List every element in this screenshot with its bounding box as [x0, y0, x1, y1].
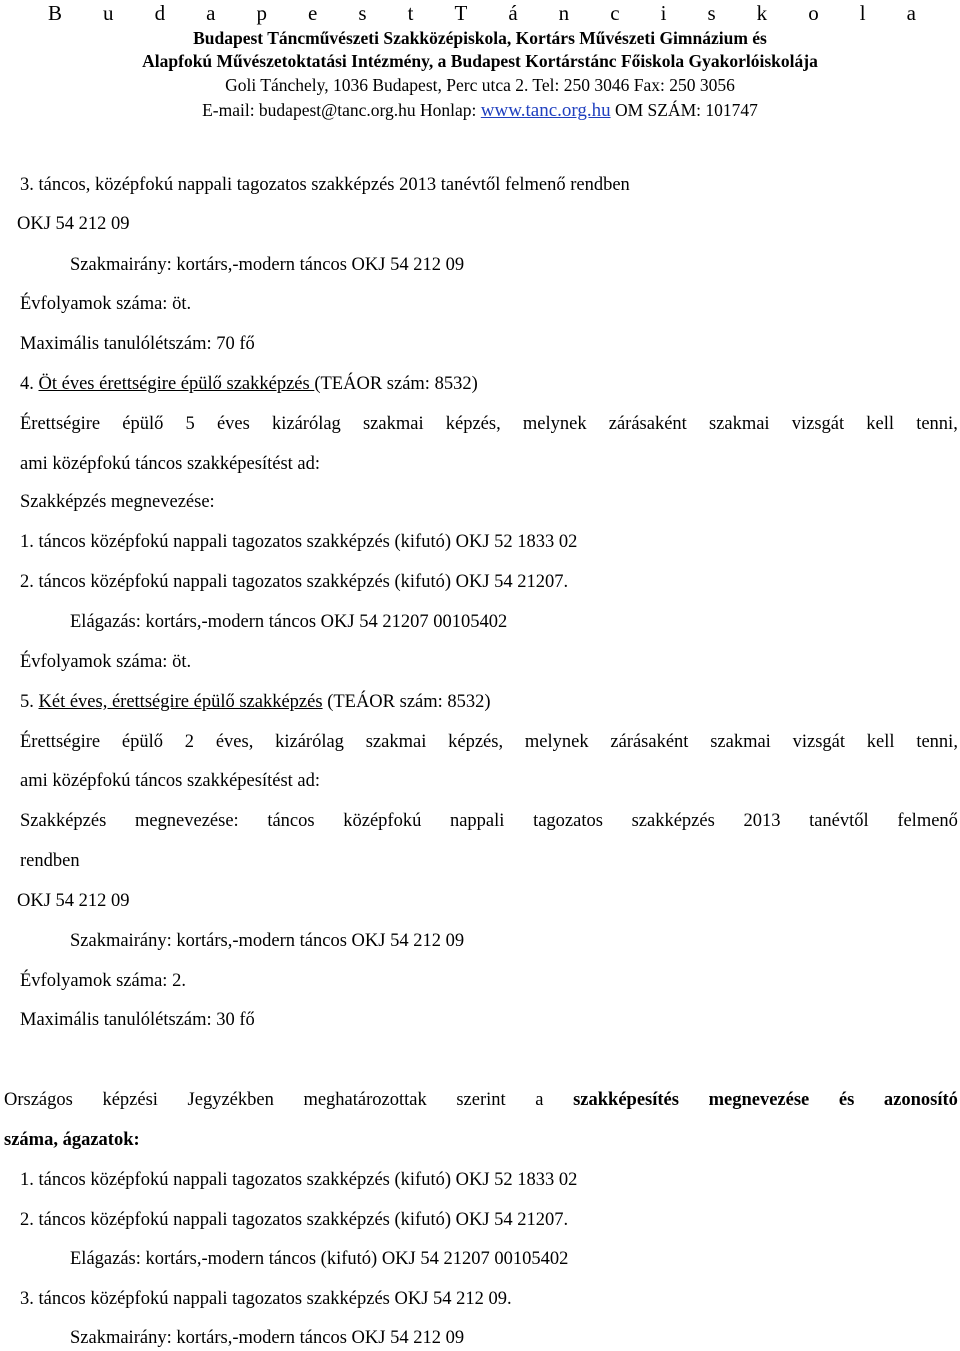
school-name-letter: k [756, 1, 768, 25]
school-name-letter: s [707, 1, 716, 25]
sec5-description-word: kizárólag [275, 732, 344, 752]
okj-intro-bold-word: azonosító [883, 1090, 958, 1110]
sec5-megnevezes-word: táncos [267, 811, 315, 831]
sec4-description-word: 5 [185, 414, 195, 434]
okj-intro-word: Jegyzékben [187, 1090, 274, 1110]
sec5-okj: OKJ 54 212 09 [17, 891, 130, 911]
okj-item-1: 1. táncos középfokú nappali tagozatos szakképzés (kifutó) OKJ 52 1833 02 [20, 1170, 578, 1190]
sec5-max: Maximális tanulólétszám: 30 fő [20, 1010, 255, 1030]
header-line-2: Alapfokú Művészetoktatási Intézmény, a Budapest Kortárstánc Főiskola Gyakorlóiskolája [142, 51, 818, 71]
sec5-megnevezes-word: tanévtől [809, 811, 869, 831]
sec5-description-word: kell [866, 732, 895, 752]
sec5-description-word: 2 [184, 732, 195, 752]
sec4-description-word: képzés, [445, 414, 501, 434]
email-text: E-mail: budapest@tanc.org.hu Honlap: [202, 100, 481, 120]
okj-intro-bold-word: és [838, 1090, 855, 1110]
header-line-1: Budapest Táncművészeti Szakközépiskola, Kortárs Művészeti Gimnázium és [193, 28, 767, 48]
sec5-description-word: képzés, [448, 732, 504, 752]
sec4-description-word: zárásaként [608, 414, 687, 434]
sec5-description-word: éves, [215, 732, 254, 752]
sec5-megnevezes-word: középfokú [343, 811, 422, 831]
header-contact [0, 98, 960, 123]
sec5-megnevezes-word: megnevezése: [134, 811, 239, 831]
sec5-description-word: vizsgát [792, 732, 846, 752]
sec5-megnevezes-word: felmenő [897, 811, 958, 831]
sec5-megnevezes-word: tagozatos [533, 811, 603, 831]
okj-intro-bold-word: szakképesítés [573, 1090, 679, 1110]
school-name-letter: o [808, 1, 819, 25]
sec5-description-word: zárásaként [610, 732, 689, 752]
okj-intro-end: száma, ágazatok: [4, 1130, 140, 1150]
sec5-number: 5. [20, 692, 39, 712]
okj-intro-word: Országos [4, 1090, 73, 1110]
header-address: Goli Tánchely, 1036 Budapest, Perc utca 2. Tel: 250 3046 Fax: 250 3056 [225, 75, 735, 95]
sec4-heading [20, 372, 478, 396]
school-name-letter: á [508, 1, 518, 25]
sec5-megnevezes-word: 2013 [743, 811, 781, 831]
sec4-number: 4. [20, 374, 39, 394]
sec3-okj: OKJ 54 212 09 [17, 214, 130, 234]
sec3-max: Maximális tanulólétszám: 70 fő [20, 334, 255, 354]
sec5-description-word: melynek [524, 732, 589, 752]
sec5-teaor: (TEÁOR szám: 8532) [322, 692, 491, 712]
okj-item-2: 2. táncos középfokú nappali tagozatos szakképzés (kifutó) OKJ 54 21207. [20, 1210, 569, 1230]
sec5-title: Két éves, érettségire épülő szakképzés [38, 692, 323, 712]
okj-intro-bold-word: megnevezése [708, 1090, 810, 1110]
school-name-letter: e [308, 1, 318, 25]
school-name-letter: u [103, 1, 114, 25]
sec4-teaor: (TEÁOR szám: 8532) [314, 374, 478, 394]
sec5-szakmairany: Szakmairány: kortárs,-modern táncos OKJ 54 212 09 [70, 931, 465, 951]
school-name-letter: l [859, 1, 866, 25]
sec4-description-word: vizsgát [791, 414, 845, 434]
okj-intro-word: meghatározottak [303, 1090, 427, 1110]
sec4-description [20, 412, 958, 436]
okj-intro-word: szerint [456, 1090, 506, 1110]
sec3-evfolyam: Évfolyamok száma: öt. [20, 294, 192, 314]
okj-intro [4, 1088, 958, 1112]
sec5-description-end: ami középfokú táncos szakképesítést ad: [20, 771, 321, 791]
okj-elagazas: Elágazás: kortárs,-modern táncos (kifutó) OKJ 54 21207 00105402 [70, 1249, 569, 1269]
school-name-letter: B [48, 1, 63, 25]
school-name-letter: p [256, 1, 267, 25]
sec4-description-word: kizárólag [271, 414, 341, 434]
school-name-letter: d [154, 1, 166, 25]
school-name-spaced [0, 0, 960, 26]
sec4-description-word: épülő [122, 414, 164, 434]
sec4-description-word: szakmai [708, 414, 770, 434]
sec4-description-word: éves [216, 414, 250, 434]
website-link[interactable]: www.tanc.org.hu [480, 100, 611, 121]
sec5-description-word: Érettségire [20, 732, 101, 752]
sec4-item-2: 2. táncos középfokú nappali tagozatos szakképzés (kifutó) OKJ 54 21207. [20, 572, 569, 592]
school-name-letter: T [454, 1, 468, 25]
sec5-description [20, 730, 958, 754]
school-name-letter: a [206, 1, 216, 25]
sec4-title: Öt éves érettségire épülő szakképzés [38, 374, 315, 394]
om-number: OM SZÁM: 101747 [610, 100, 758, 120]
school-name-letter: t [407, 1, 414, 25]
sec5-megnevezes-end: rendben [20, 851, 80, 871]
sec4-description-word: tenni, [916, 414, 958, 434]
sec4-description-word: kell [866, 414, 895, 434]
okj-intro-word: a [535, 1090, 544, 1110]
sec5-megnevezes-word: szakképzés [631, 811, 715, 831]
sec5-megnevezes-word: Szakképzés [20, 811, 107, 831]
sec4-description-word: melynek [522, 414, 587, 434]
school-name-letter: n [558, 1, 570, 25]
sec4-description-end: ami középfokú táncos szakképesítést ad: [20, 454, 321, 474]
okj-intro-word: képzési [102, 1090, 158, 1110]
school-name-letter: a [906, 1, 916, 25]
sec4-description-word: szakmai [362, 414, 424, 434]
sec4-evfolyam: Évfolyamok száma: öt. [20, 652, 192, 672]
sec5-evfolyam: Évfolyamok száma: 2. [20, 971, 186, 991]
school-name-letter: c [610, 1, 620, 25]
sec4-elagazas: Elágazás: kortárs,-modern táncos OKJ 54 21207 00105402 [70, 612, 508, 632]
sec5-description-word: tenni, [916, 732, 958, 752]
school-name-letter: i [660, 1, 667, 25]
sec3-title: 3. táncos, középfokú nappali tagozatos szakképzés 2013 tanévtől felmenő rendben [20, 175, 630, 195]
okj-item-3: 3. táncos középfokú nappali tagozatos szakképzés OKJ 54 212 09. [20, 1289, 512, 1309]
sec5-megnevezes [20, 809, 958, 833]
okj-szakmairany: Szakmairány: kortárs,-modern táncos OKJ 54 212 09 [70, 1328, 465, 1348]
sec5-description-word: szakmai [710, 732, 771, 752]
sec4-description-word: Érettségire [20, 414, 101, 434]
sec4-item-1: 1. táncos középfokú nappali tagozatos szakképzés (kifutó) OKJ 52 1833 02 [20, 532, 578, 552]
school-name-letter: s [358, 1, 367, 25]
sec4-megnevezes: Szakképzés megnevezése: [20, 492, 215, 512]
sec5-heading [20, 690, 491, 714]
sec3-szakmairany: Szakmairány: kortárs,-modern táncos OKJ 54 212 09 [70, 255, 465, 275]
sec5-description-word: épülő [121, 732, 164, 752]
sec5-megnevezes-word: nappali [449, 811, 505, 831]
sec5-description-word: szakmai [365, 732, 427, 752]
